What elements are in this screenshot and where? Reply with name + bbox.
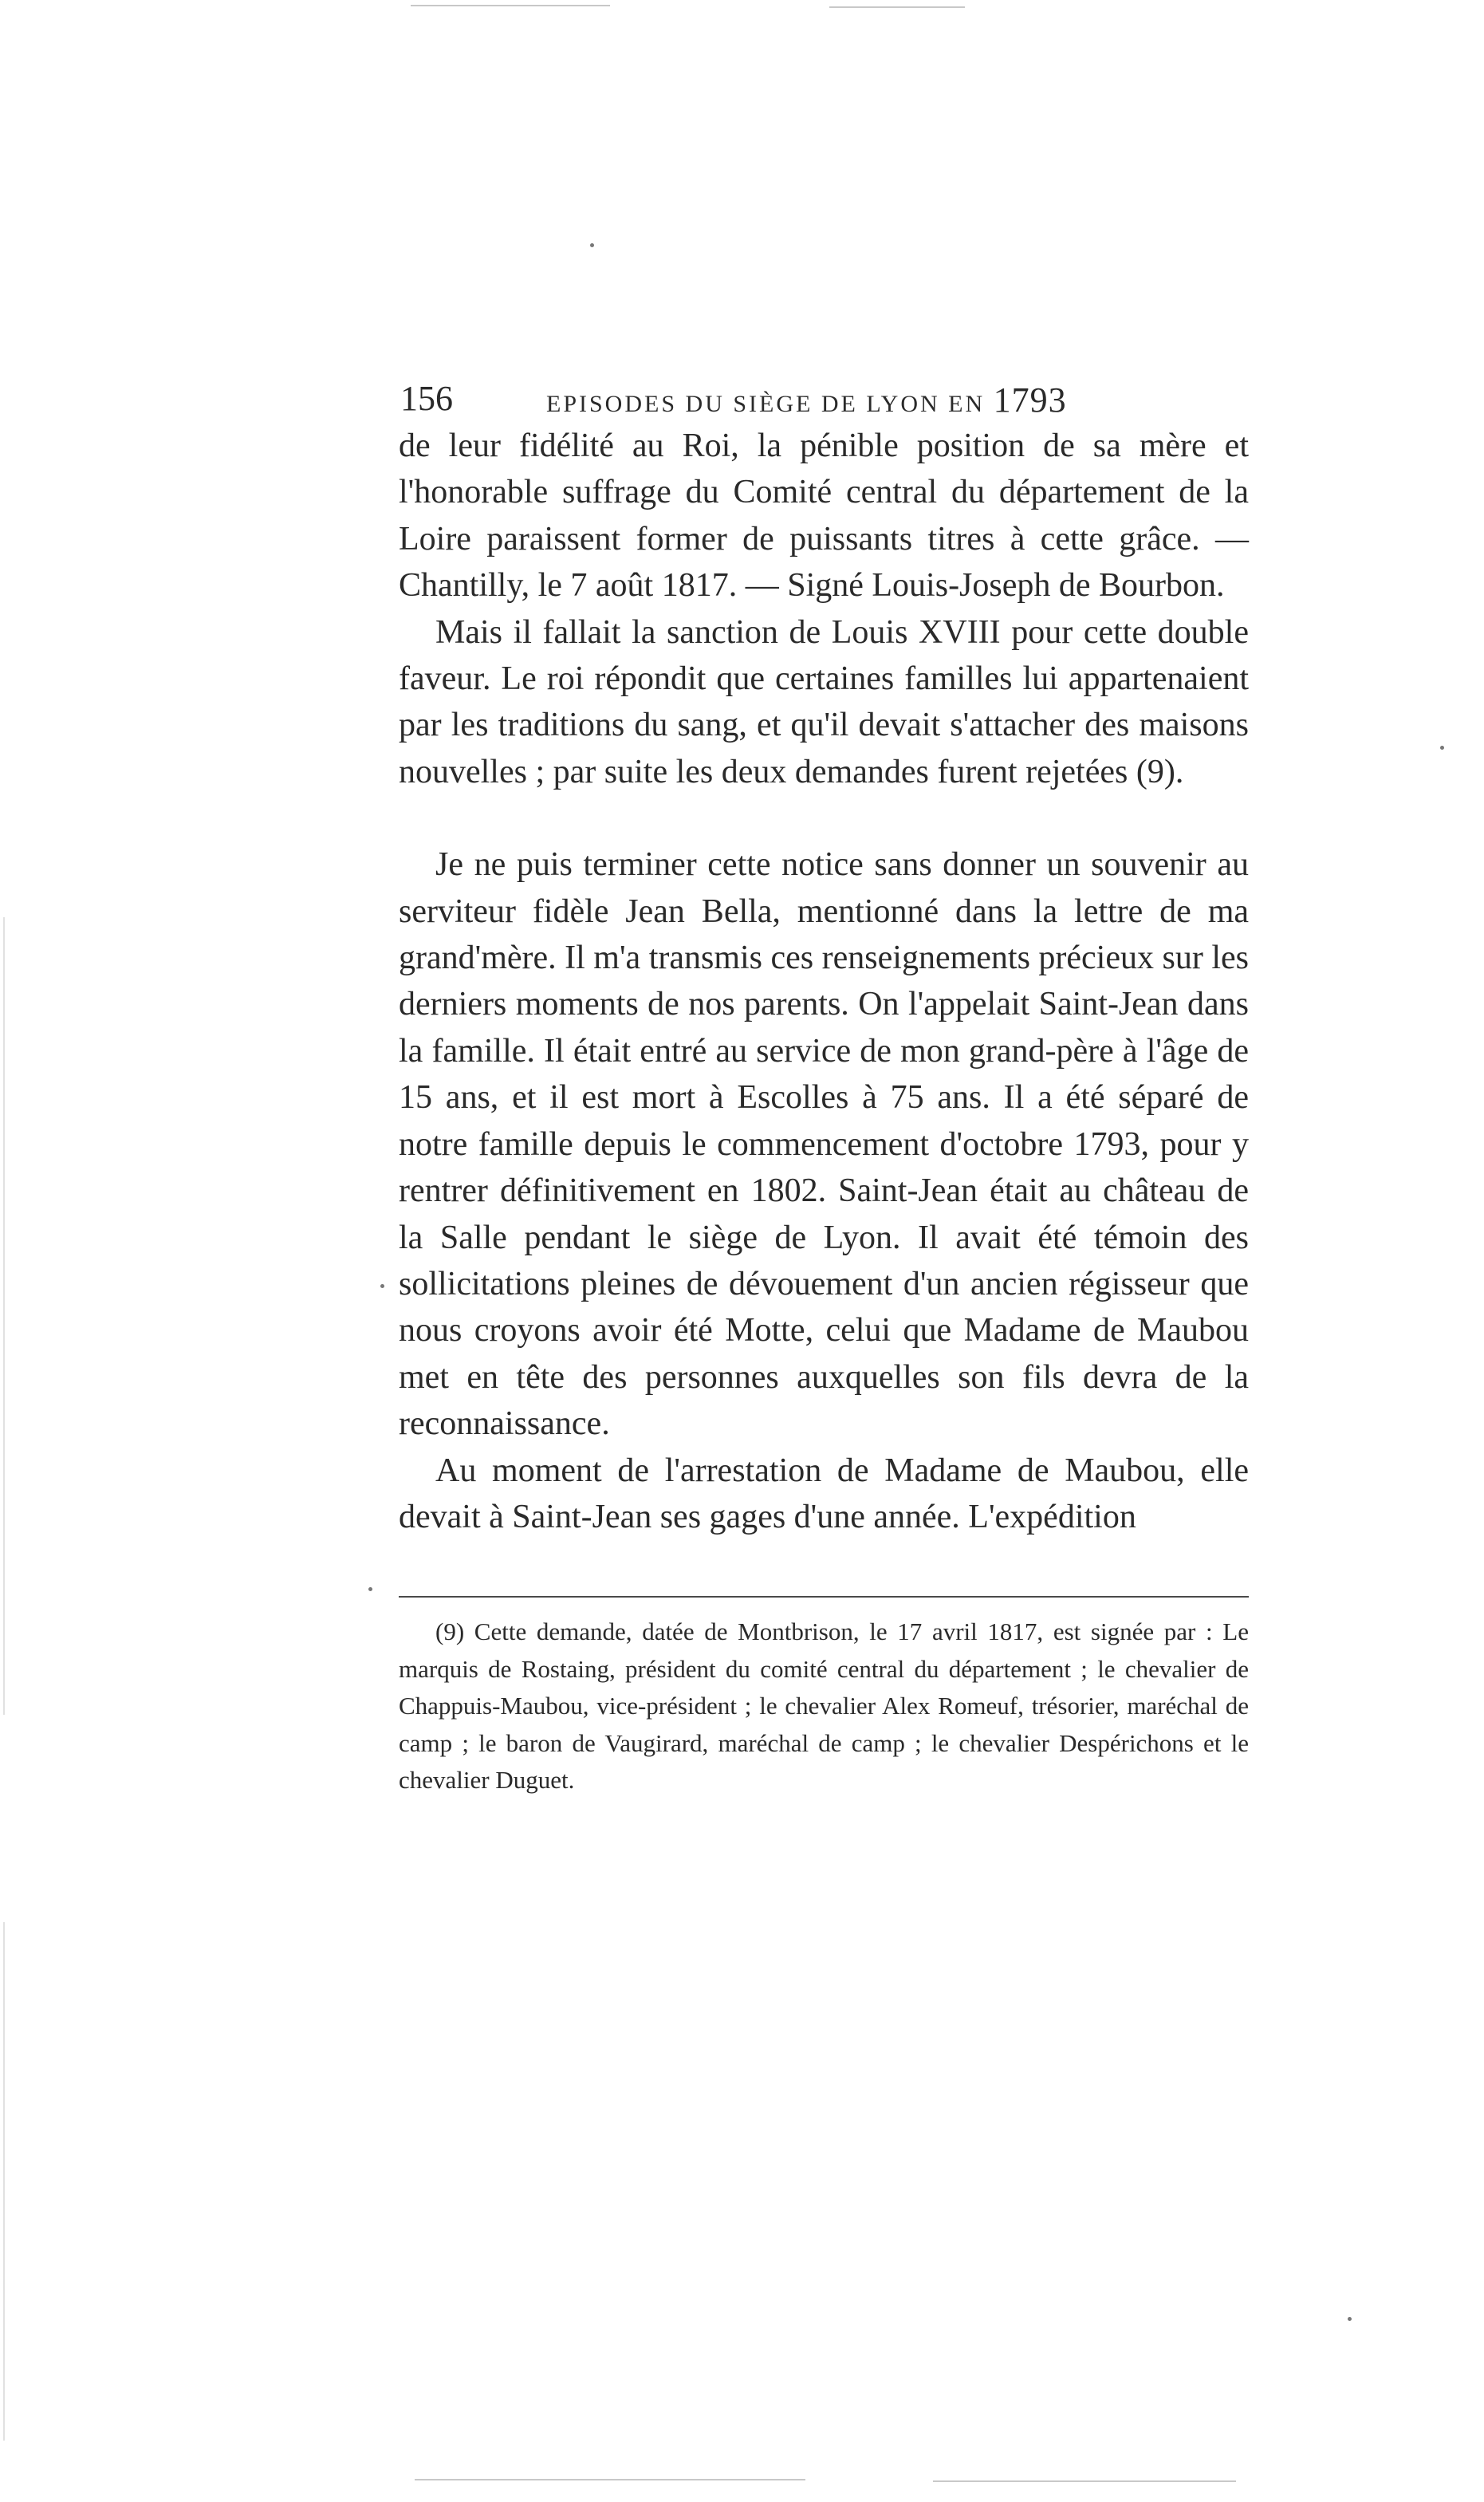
paragraph: Je ne puis terminer cette notice sans donner un souvenir au serviteur fidèle Jean Bella, mentionné dans la lettre de ma grand'mère. Il m'a transmis ces renseignements précieux sur les derniers moments de nos parents. On l'appelait Saint-Jean dans la famille. Il était entré au service de mon grand-père à l'âge de 15 ans, et il est mort à Escolles à 75 ans. Il a été séparé de notre famille depuis le commencement d'octobre 1793, pour y rentrer définitivement en 1802. Saint-Jean était au château de la Salle pendant le siège de Lyon. Il avait été témoin des sollicitations pleines de dévouement d'un ancien régisseur que nous croyons avoir été Motte, celui que Madame de Maubou met en tête des personnes auxquelles son fils devra de la reconnaissance.	[399, 846, 1249, 1443]
footnote: (9) Cette demande, datée de Montbrison, le 17 avril 1817, est signée par : Le marquis de Rostaing, président du comité central du département ; le chevalier de Chappuis-Maubou, vice-président ; le chevalier Alex Romeuf, trésorier, maréchal de camp ; le baron de Vaugirard, maréchal de camp ; le chevalier Despérichons et le chevalier Duguet.	[399, 1617, 1249, 1795]
scan-edge-top-right	[829, 6, 965, 8]
page-number: 156	[400, 379, 453, 418]
stray-mark	[1348, 2317, 1352, 2321]
scan-edge-left-lower	[3, 1922, 5, 2441]
stray-mark	[590, 243, 594, 247]
running-head	[399, 375, 1249, 423]
paragraph: Mais il fallait la sanction de Louis XVIII pour cette double faveur. Le roi répondit que certaines familles lui appartenaient par les traditions du sang, et qu'il devait s'attacher des maisons nouvelles ; par suite les deux demandes furent rejetées (9).	[399, 613, 1249, 790]
paragraph: Au moment de l'arrestation de Madame de Maubou, elle devait à Saint-Jean ses gages d'une année. L'expédition	[399, 1452, 1249, 1535]
running-title-text: EPISODES DU SIÈGE DE LYON EN	[546, 391, 986, 417]
scan-edge-top-left	[411, 5, 610, 6]
main-text	[399, 423, 1249, 1540]
stray-mark	[1440, 746, 1444, 750]
footnote-rule	[399, 1596, 1249, 1598]
book-page	[399, 375, 1249, 1799]
stray-mark	[380, 1284, 384, 1288]
running-title	[546, 376, 1067, 428]
scan-edge-bottom-right	[933, 2480, 1236, 2482]
paragraph: de leur fidélité au Roi, la pénible position de sa mère et l'honorable suffrage du Comité central du département de la Loire paraissent former de puissants titres à cette grâce. — Chantilly, le 7 août 1817. — Signé Louis-Joseph de Bourbon.	[399, 428, 1249, 605]
stray-mark	[368, 1587, 372, 1591]
running-title-year: 1793	[993, 380, 1067, 420]
scan-edge-left	[3, 917, 5, 1715]
scan-edge-bottom-left	[415, 2479, 805, 2480]
section-break	[399, 795, 1249, 841]
